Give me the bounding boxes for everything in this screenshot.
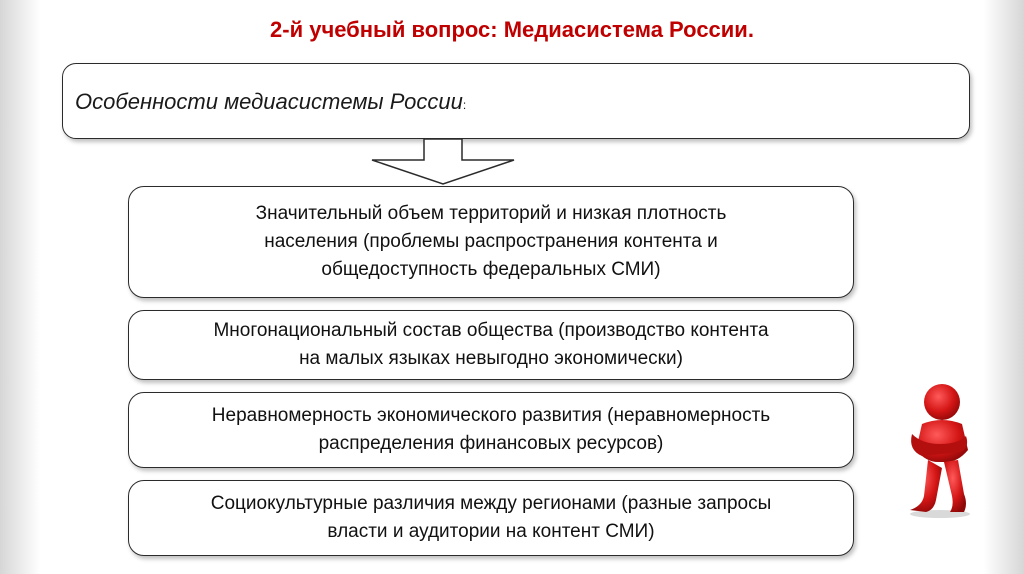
header-box — [62, 63, 970, 139]
header-text — [75, 89, 466, 115]
header-colon: : — [462, 98, 467, 112]
feature-text-sociocultural: Социокультурные различия между регионами (разные запросы власти и аудитории на контент СМИ) — [210, 493, 772, 542]
slide-title: 2-й учебный вопрос: Медиасистема России. — [270, 17, 754, 42]
feature-text-multinational: Многонациональный состав общества (производство контента на малых языках невыгодно экономически) — [213, 320, 769, 369]
down-arrow-icon — [368, 138, 518, 186]
feature-box-economic — [128, 392, 854, 468]
feature-text-territory: Значительный объем территорий и низкая плотность населения (проблемы распространения контента и общедоступность федеральных СМИ) — [255, 203, 727, 280]
feature-box-sociocultural — [128, 480, 854, 556]
feature-box-territory — [128, 186, 854, 298]
feature-box-multinational — [128, 310, 854, 380]
feature-text-economic: Неравномерность экономического развития (неравномерность распределения финансовых ресурсов) — [211, 405, 771, 454]
left-edge-shade — [0, 0, 40, 574]
red-person-figure-icon — [888, 378, 994, 520]
header-label: Особенности медиасистемы России — [75, 89, 463, 114]
